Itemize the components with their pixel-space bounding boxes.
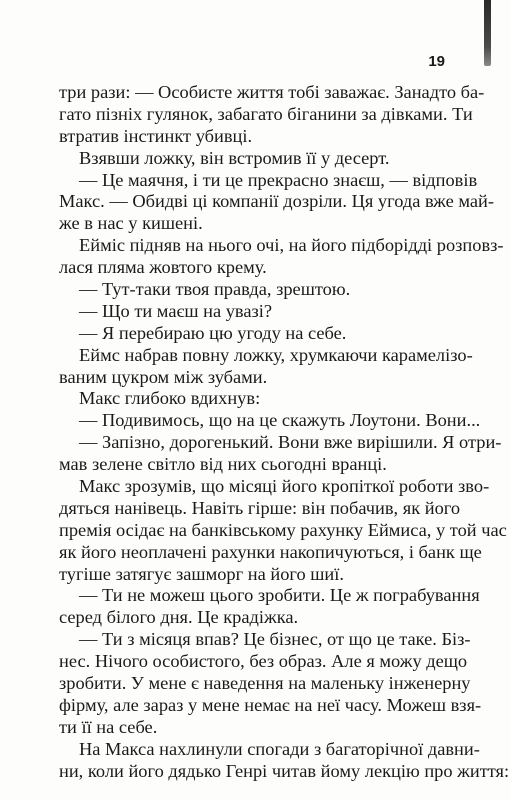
text-line: як його неоплачені рахунки накопичуються, і банк ще bbox=[59, 541, 482, 562]
paragraph bbox=[59, 629, 482, 738]
text-line: Макс зрозумів, що місяці його кропіткої роботи зво- bbox=[79, 476, 490, 497]
text-line: ни, коли його дядько Генрі читав йому лекцію про життя: bbox=[59, 760, 510, 781]
text-line: ваним цукром між зубами. bbox=[59, 366, 268, 387]
text-line: Макс глибоко вдихнув: bbox=[79, 388, 261, 409]
text-line: тугіше затягує зашморг на його шиї. bbox=[59, 563, 344, 584]
text-line: — Ти з місяця впав? Це бізнес, от що це таке. Біз- bbox=[79, 629, 471, 650]
text-line: Взявши ложку, він встромив її у десерт. bbox=[79, 147, 390, 168]
paragraph bbox=[59, 585, 480, 629]
text-line: лася пляма жовтого крему. bbox=[59, 257, 267, 278]
text-line: — Що ти маєш на увазі? bbox=[79, 300, 273, 321]
paragraph bbox=[59, 169, 495, 236]
text-line: втратив інстинкт убивці. bbox=[59, 125, 253, 146]
text-line: На Макса нахлинули спогади з багаторічної давни- bbox=[79, 738, 480, 759]
text-line: премія осідає на банківському рахунку Еймиса, у той час bbox=[59, 519, 507, 540]
text-line: ти її на себе. bbox=[59, 716, 158, 737]
paragraph bbox=[59, 323, 453, 345]
text-line: дяться нанівець. Навіть гірше: він побачив, як його bbox=[59, 497, 461, 518]
paragraph bbox=[59, 235, 504, 279]
text-line: — Ти не можеш цього зробити. Це ж пограбування bbox=[79, 585, 480, 606]
text-line: Ейміс підняв на нього очі, на його підборідді розповз- bbox=[79, 235, 504, 256]
page-edge-marker bbox=[484, 0, 491, 66]
text-line: Еймс набрав повну ложку, хрумкаючи карамелізо- bbox=[79, 344, 473, 365]
text-line: мав зелене світло від них сьогодні вранці. bbox=[59, 454, 387, 475]
paragraph bbox=[59, 344, 473, 389]
text-line: — Тут-таки твоя правда, зрештою. bbox=[79, 279, 351, 300]
body-text bbox=[59, 82, 510, 783]
text-line: Макс. — Обидві ці компанії дозріли. Ця угода вже май- bbox=[59, 191, 495, 212]
text-line: фірму, але зараз у мене немає на неї часу. Можеш взя- bbox=[59, 694, 482, 715]
text-line: — Запізно, дорогенький. Вони вже вирішили. Я отри- bbox=[79, 432, 502, 453]
text-line: же в нас у кишені. bbox=[59, 213, 203, 234]
paragraph bbox=[59, 148, 453, 170]
text-line: нес. Нічого особистого, без образ. Але я можу дещо bbox=[59, 651, 468, 672]
text-line: — Це маячня, і ти це прекрасно знаєш, — відповів bbox=[79, 169, 478, 190]
paragraph bbox=[59, 410, 481, 432]
paragraph bbox=[59, 301, 453, 323]
paragraph bbox=[59, 476, 507, 585]
paragraph bbox=[59, 738, 510, 783]
text-line: гато пізніх гулянок, забагато біганини за дівками. Ти bbox=[59, 103, 473, 124]
paragraph bbox=[59, 82, 485, 148]
page-number: 19 bbox=[428, 53, 445, 70]
paragraph bbox=[59, 432, 502, 476]
paragraph bbox=[59, 279, 453, 301]
paragraph bbox=[59, 388, 453, 410]
text-line: зробити. У мене є наведення на маленьку інженерну bbox=[59, 673, 471, 694]
text-line: серед білого дня. Це крадіжка. bbox=[59, 607, 299, 628]
text-line: — Подивимось, що на це скажуть Лоутони. Вони... bbox=[79, 410, 481, 431]
text-line: — Я перебираю цю угоду на себе. bbox=[79, 322, 347, 343]
text-line: три рази: — Особисте життя тобі заважає. Занадто ба- bbox=[59, 82, 485, 102]
